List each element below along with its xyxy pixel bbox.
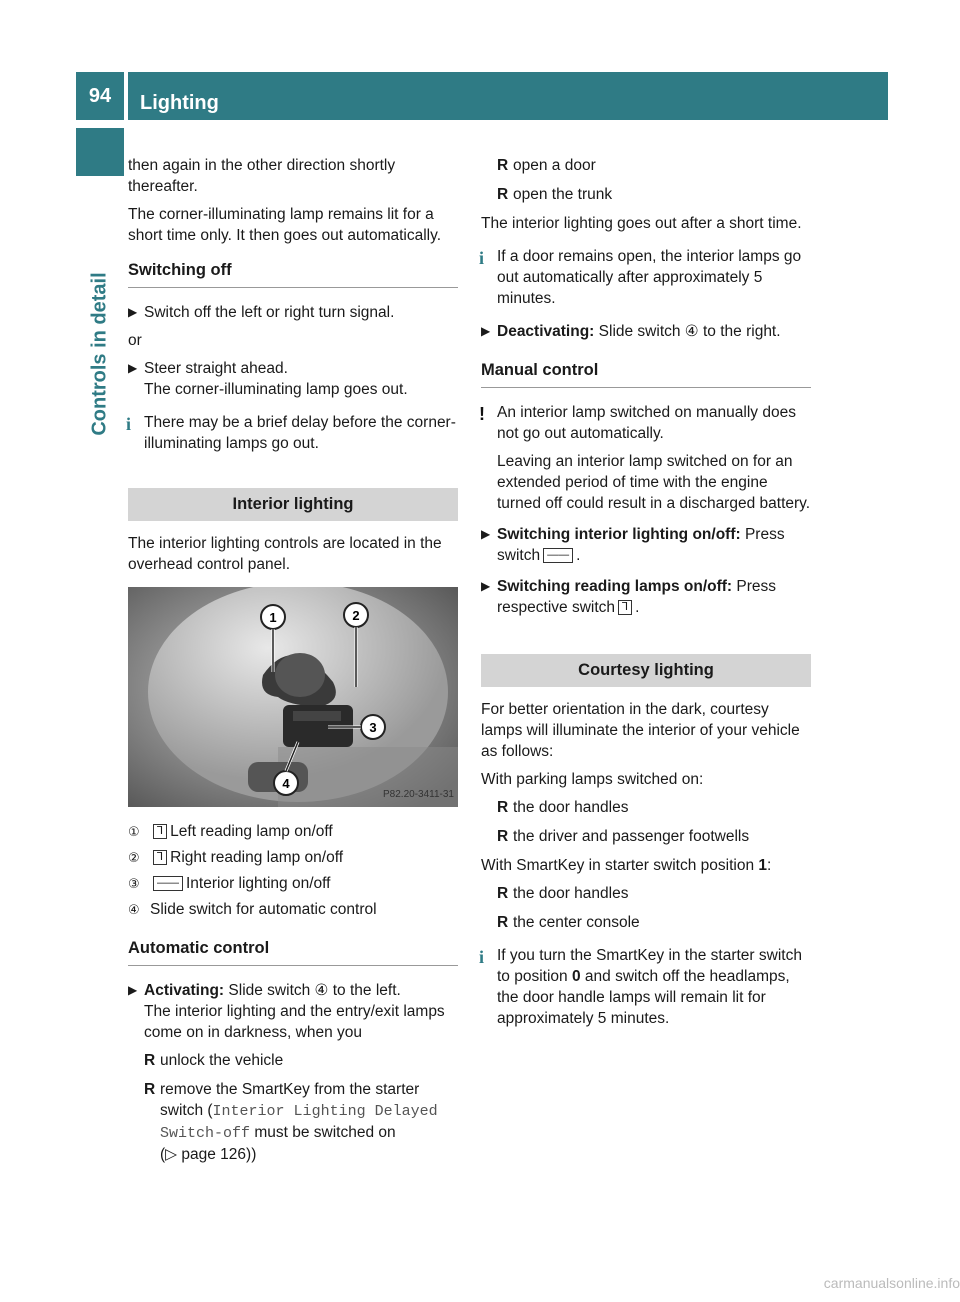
step-text: Steer straight ahead. xyxy=(144,360,288,377)
legend-item xyxy=(128,847,458,868)
heading-manual-control: Manual control xyxy=(481,360,811,388)
step-text: Press respective switch xyxy=(497,578,777,616)
step-arrow-icon: ▶ xyxy=(128,361,138,375)
reading-lamp-icon: ⅂ xyxy=(153,850,167,865)
note-text: Leaving an interior lamp switched on for an extended period of time with the engine turned off could result in a discharged battery. xyxy=(497,453,811,512)
heading-interior-lighting: Interior lighting xyxy=(128,488,458,521)
interior-light-icon: —— xyxy=(543,548,573,563)
note-text: An interior lamp switched on manually does not go out automatically. xyxy=(497,404,796,442)
warning-note xyxy=(481,402,811,444)
paragraph: For better orientation in the dark, courtesy lamps will illuminate the interior of your vehicle as follows: xyxy=(481,701,800,760)
svg-text:4: 4 xyxy=(282,776,290,791)
watermark: carmanualsonline.info xyxy=(823,1275,960,1291)
info-icon: i xyxy=(126,414,132,434)
bullet-text: the door handles xyxy=(513,799,629,816)
step-result: The corner-illuminating lamp goes out. xyxy=(144,381,408,398)
overhead-panel-illustration xyxy=(128,587,458,807)
step-arrow-icon: ▶ xyxy=(128,305,138,319)
key-position: 0 xyxy=(571,968,581,985)
bullet-icon: R xyxy=(497,828,509,845)
bullet-text: the door handles xyxy=(513,885,629,902)
bullet-icon: R xyxy=(497,914,509,931)
step: ▶ Switching interior lighting on/off: Press switch —— . xyxy=(481,526,785,564)
bullet-text: unlock the vehicle xyxy=(160,1052,284,1069)
note-text: If a door remains open, the interior lamps go out automatically after approximately 5 minutes. xyxy=(497,248,802,307)
info-note xyxy=(481,945,811,1029)
paragraph: With SmartKey in starter switch position 1: xyxy=(481,857,772,874)
warning-icon: ! xyxy=(479,404,485,424)
step-label: Deactivating: xyxy=(497,323,595,340)
page-number: 94 xyxy=(76,72,124,120)
note-text: If you turn the SmartKey in the starter switch to position xyxy=(497,947,802,985)
legend-number: ② xyxy=(128,850,140,865)
bullet-item xyxy=(144,1079,458,1165)
legend-number: ④ xyxy=(128,902,140,917)
paragraph: With parking lamps switched on: xyxy=(481,771,704,788)
reading-lamp-icon: ⅂ xyxy=(618,600,632,615)
step-text: Slide switch ④ to the left. xyxy=(228,982,401,999)
side-tab-block xyxy=(76,128,124,176)
legend-item xyxy=(128,899,458,920)
paragraph: The interior lighting goes out after a short time. xyxy=(481,215,802,232)
paragraph: or xyxy=(128,332,142,349)
paragraph: The corner-illuminating lamp remains lit for a short time only. It then goes out automatically. xyxy=(128,206,442,244)
bullet-icon: R xyxy=(144,1081,156,1098)
step-text: Slide switch ④ to the right. xyxy=(598,323,781,340)
key-position: 1 xyxy=(758,857,767,874)
info-note xyxy=(481,246,811,309)
bullet-text: open the trunk xyxy=(513,186,613,203)
paragraph-text: With SmartKey in starter switch position xyxy=(481,857,759,874)
step xyxy=(128,980,458,1043)
step-text: Press switch xyxy=(497,526,785,564)
heading-courtesy-lighting: Courtesy lighting xyxy=(481,654,811,687)
bullet-item xyxy=(497,184,811,205)
paragraph: then again in the other direction shortly thereafter. xyxy=(128,157,396,195)
info-icon: i xyxy=(479,947,485,967)
bullet-item xyxy=(497,883,811,904)
bullet-text: the center console xyxy=(513,914,640,931)
bullet-text: must be switched on xyxy=(250,1124,396,1141)
bullet-icon: R xyxy=(497,186,509,203)
bullet-item xyxy=(497,155,811,176)
heading-automatic-control: Automatic control xyxy=(128,938,458,966)
bullet-item xyxy=(497,912,811,933)
side-tab-label: Controls in detail xyxy=(88,272,111,436)
step-arrow-icon: ▶ xyxy=(128,983,138,997)
page-title: Lighting xyxy=(128,72,888,120)
interior-light-icon: —— xyxy=(153,876,183,891)
info-icon: i xyxy=(479,248,485,268)
bullet-icon: R xyxy=(497,885,509,902)
bullet-icon: R xyxy=(144,1052,156,1069)
menu-setting-name: Interior Lighting Delayed Switch-off xyxy=(160,1103,438,1142)
info-note xyxy=(128,412,458,454)
step-arrow-icon: ▶ xyxy=(481,527,491,541)
legend-item xyxy=(128,821,458,842)
legend-text: Right reading lamp on/off xyxy=(170,849,344,866)
svg-text:1: 1 xyxy=(269,610,277,625)
step-arrow-icon: ▶ xyxy=(481,324,491,338)
step-arrow-icon: ▶ xyxy=(481,579,491,593)
legend-text: Left reading lamp on/off xyxy=(170,823,333,840)
bullet-item xyxy=(497,826,811,847)
bullet-text: the driver and passenger footwells xyxy=(513,828,750,845)
step-label: Switching reading lamps on/off: xyxy=(497,578,733,595)
bullet-text: open a door xyxy=(513,157,596,174)
bullet-icon: R xyxy=(497,799,509,816)
side-tab xyxy=(76,184,124,524)
warning-note xyxy=(481,451,811,514)
note-text: and switch off the headlamps, the door handle lamps will remain lit for approximately 5 minutes. xyxy=(497,968,790,1027)
heading-switching-off: Switching off xyxy=(128,260,458,288)
note-text: There may be a brief delay before the corner-illuminating lamps go out. xyxy=(144,414,456,452)
step xyxy=(128,302,458,323)
step-text: Switch off the left or right turn signal. xyxy=(144,304,395,321)
bullet-text: remove the SmartKey from the starter switch ( xyxy=(160,1081,420,1119)
bullet-icon: R xyxy=(497,157,509,174)
reading-lamp-icon: ⅂ xyxy=(153,824,167,839)
step-label: Switching interior lighting on/off: xyxy=(497,526,741,543)
step xyxy=(128,358,458,400)
svg-text:2: 2 xyxy=(352,608,360,623)
bullet-item xyxy=(144,1050,458,1071)
legend-item xyxy=(128,873,458,894)
legend-text: Slide switch for automatic control xyxy=(150,901,377,918)
right-column xyxy=(481,155,811,1036)
step-label: Activating: xyxy=(144,982,225,999)
left-column xyxy=(128,155,458,1173)
legend-number: ① xyxy=(128,824,140,839)
image-code: P82.20-3411-31 xyxy=(383,789,454,800)
step: ▶ Switching reading lamps on/off: Press respective switch ⅂ . xyxy=(481,578,777,616)
step-text: The interior lighting and the entry/exit lamps come on in darkness, when you xyxy=(144,1003,445,1041)
page-reference: (▷ page 126)) xyxy=(160,1146,257,1163)
bullet-item xyxy=(497,797,811,818)
step xyxy=(481,321,811,342)
overhead-panel-image xyxy=(128,587,458,807)
paragraph: The interior lighting controls are located in the overhead control panel. xyxy=(128,535,442,573)
legend-number: ③ xyxy=(128,876,140,891)
svg-text:3: 3 xyxy=(369,720,377,735)
legend-text: Interior lighting on/off xyxy=(186,875,331,892)
